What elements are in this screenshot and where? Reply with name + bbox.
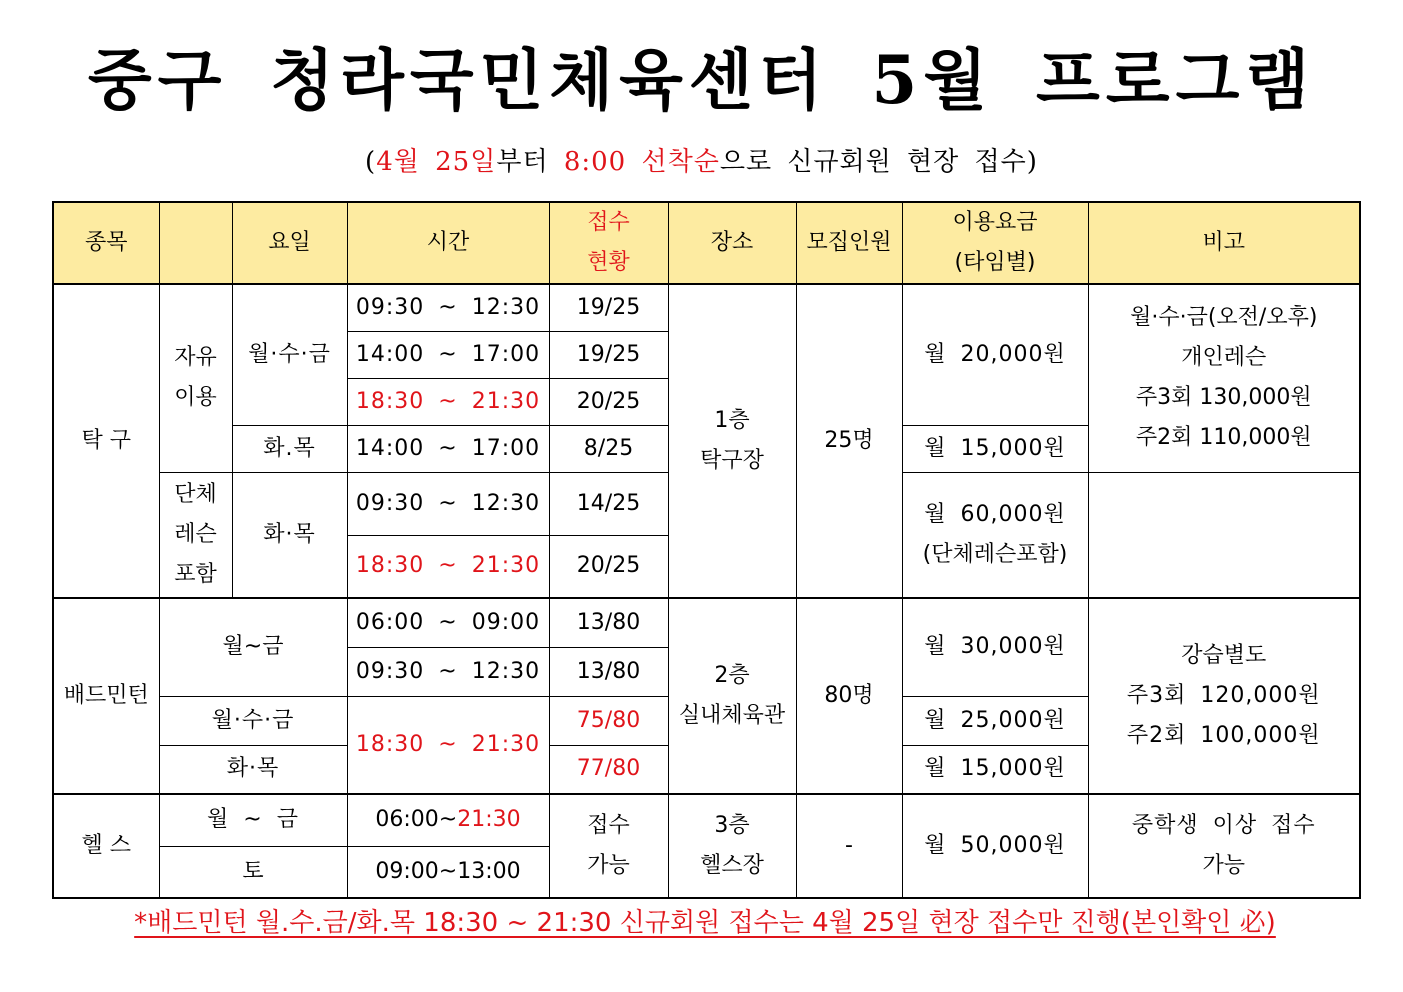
gym-days-mf: 월 ~ 금 [159,794,347,846]
status-cell: 19/25 [549,284,668,331]
note-line3: 주2회 100,000원 [1126,723,1321,748]
time-cell: 09:30 ~ 12:30 [347,284,549,331]
gym-capacity: - [796,794,902,898]
table-tennis-fee-mwf: 월 20,000원 [902,284,1088,425]
group-line1: 단체 [174,481,217,507]
time-cell: 09:00~13:00 [347,846,549,898]
free-use-line2: 이용 [174,385,217,411]
header-status-line2: 현황 [587,250,630,275]
badminton-place [668,598,796,794]
table-tennis-free-use [159,284,232,472]
table-tennis-capacity: 25명 [796,284,902,598]
table-tennis-note [1088,284,1360,472]
header-fee-line1: 이용요금 [952,210,1038,235]
badminton-note [1088,598,1360,794]
time-cell: 18:30 ~ 21:30 [347,696,549,794]
place-line2: 실내체육관 [678,703,786,728]
note-line1: 월·수·금(오전/오후) [1130,305,1318,331]
header-time: 시간 [347,202,549,284]
place-line2: 탁구장 [700,448,764,473]
gym-fee: 월 50,000원 [902,794,1088,898]
header-blank [159,202,232,284]
badminton-fee-mwf: 월 25,000원 [902,696,1088,745]
badminton-days-mwf: 월·수·금 [159,696,347,745]
time-cell: 18:30 ~ 21:30 [347,535,549,598]
header-fee [902,202,1088,284]
place-line1: 2층 [714,663,750,688]
status-cell: 77/80 [549,745,668,794]
sport-table-tennis: 탁 구 [53,284,159,598]
table-tennis-fee-group [902,472,1088,598]
header-note: 비고 [1088,202,1360,284]
subtitle-from: 부터 [496,147,564,177]
time-cell: 18:30 ~ 21:30 [347,378,549,425]
gym-note [1088,794,1360,898]
note-line3: 주3회 130,000원 [1135,385,1312,411]
badminton-fee-tt: 월 15,000원 [902,745,1088,794]
sport-gym: 헬 스 [53,794,159,898]
time-cell: 09:30 ~ 12:30 [347,647,549,696]
header-day: 요일 [232,202,347,284]
time-cell: 14:00 ~ 17:00 [347,425,549,472]
gym-time-start: 06:00~ [375,807,458,833]
status-cell: 75/80 [549,696,668,745]
note-line4: 주2회 110,000원 [1135,425,1312,451]
time-cell: 09:30 ~ 12:30 [347,472,549,535]
sport-badminton: 배드민턴 [53,598,159,794]
gym-status-line1: 접수 [587,813,630,838]
place-line1: 1층 [714,408,750,433]
place-line2: 헬스장 [700,853,764,878]
page-subtitle [0,142,1403,182]
status-cell: 20/25 [549,535,668,598]
table-tennis-days-tt: 화.목 [232,425,347,472]
header-status [549,202,668,284]
badminton-days-tt: 화·목 [159,745,347,794]
note-line2: 가능 [1202,853,1245,878]
subtitle-open: ( [365,147,377,177]
status-cell: 13/80 [549,647,668,696]
time-cell: 06:00 ~ 09:00 [347,598,549,647]
header-sport: 종목 [53,202,159,284]
group-line3: 포함 [174,561,217,587]
gym-days-sat: 토 [159,846,347,898]
header-fee-line2: (타임별) [954,250,1036,275]
status-cell: 14/25 [549,472,668,535]
table-tennis-note-empty [1088,472,1360,598]
badminton-days-mf: 월~금 [159,598,347,696]
table-tennis-days-tt2: 화·목 [232,472,347,598]
badminton-fee-mf: 월 30,000원 [902,598,1088,696]
schedule-table [52,201,1361,899]
table-tennis-group-lesson [159,472,232,598]
table-row [53,284,1360,331]
table-header-row [53,202,1360,284]
header-status-line1: 접수 [587,210,630,235]
table-row [53,598,1360,647]
gym-time-end: 21:30 [457,807,521,833]
subtitle-rest: 으로 신규회원 현장 접수) [719,147,1038,177]
gym-place [668,794,796,898]
group-line2: 레슨 [174,521,217,547]
subtitle-time: 8:00 선착순 [563,147,720,177]
status-cell: 19/25 [549,331,668,378]
table-tennis-place [668,284,796,598]
gym-status [549,794,668,898]
header-capacity: 모집인원 [796,202,902,284]
fee-group-line1: 월 60,000원 [924,501,1066,527]
table-tennis-fee-tt: 월 15,000원 [902,425,1088,472]
footer-notice: *배드민턴 월.수.금/화.목 18:30 ~ 21:30 신규회원 접수는 4월 25일 현장 접수만 진행(본인확인 必) [134,908,1276,938]
note-line2: 주3회 120,000원 [1126,683,1321,708]
table-row [53,794,1360,846]
free-use-line1: 자유 [174,345,217,371]
status-cell: 20/25 [549,378,668,425]
badminton-capacity: 80명 [796,598,902,794]
subtitle-date: 4월 25일 [376,147,497,177]
note-line1: 중학생 이상 접수 [1131,813,1316,838]
note-line1: 강습별도 [1181,643,1267,668]
fee-group-line2: (단체레슨포함) [922,541,1068,567]
note-line2: 개인레슨 [1181,345,1267,371]
time-cell [347,794,549,846]
page-title: 중구 청라국민체육센터 5월 프로그램 [87,41,1316,119]
status-cell: 8/25 [549,425,668,472]
gym-status-line2: 가능 [587,853,630,878]
header-place: 장소 [668,202,796,284]
table-tennis-days-mwf: 월·수·금 [232,284,347,425]
place-line1: 3층 [714,813,750,838]
status-cell: 13/80 [549,598,668,647]
time-cell: 14:00 ~ 17:00 [347,331,549,378]
